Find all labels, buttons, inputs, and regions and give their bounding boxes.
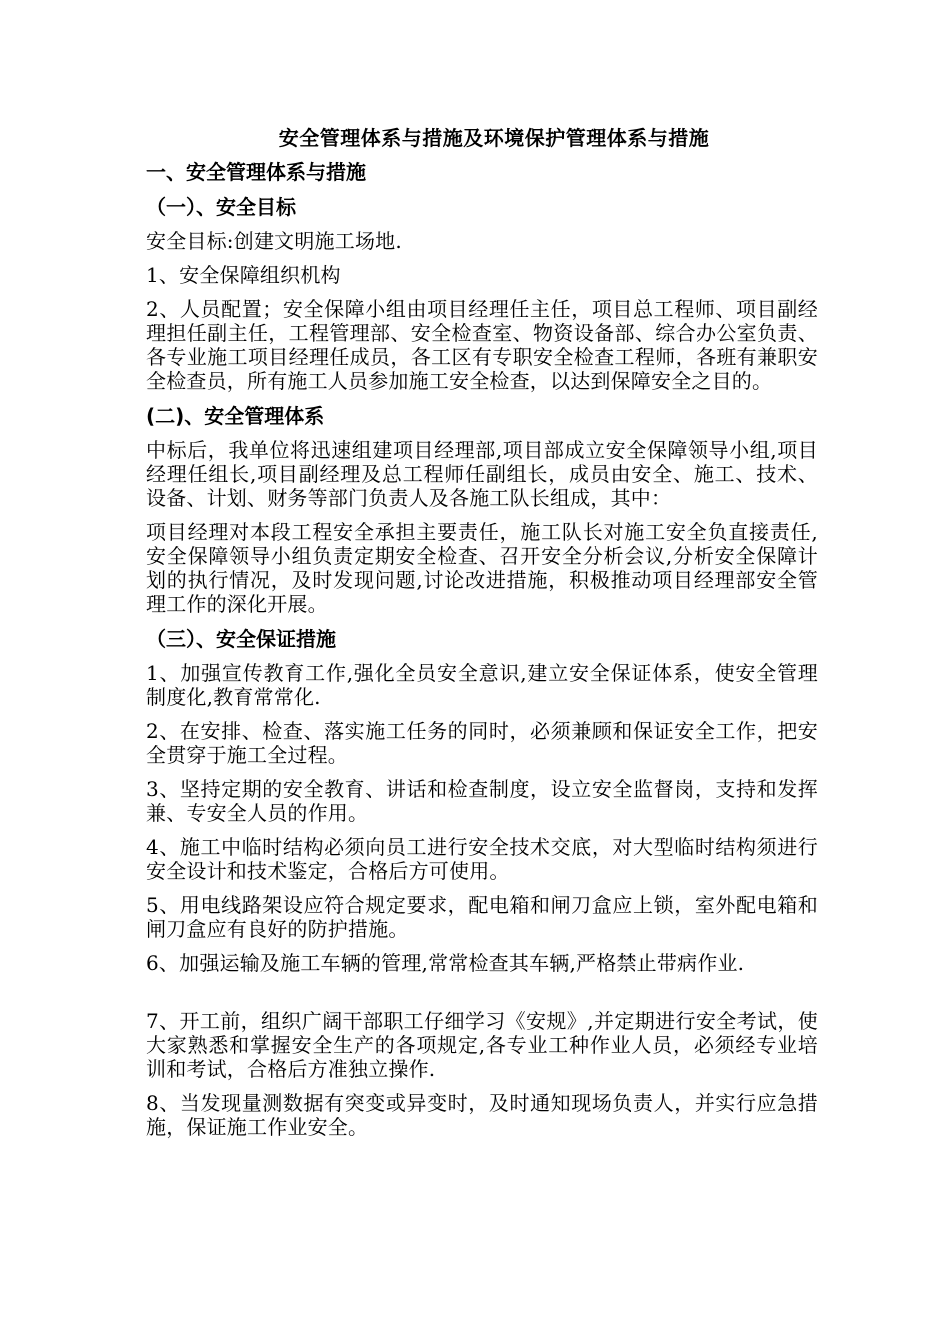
list-item-measure: 3、坚持定期的安全教育、讲话和检查制度，设立安全监督岗，支持和发挥兼、专安全人员的作用。 (146, 777, 818, 825)
subsection-heading-safety-measures: （三）、安全保证措施 (146, 627, 336, 651)
paragraph-responsibilities: 项目经理对本段工程安全承担主要责任，施工队长对施工安全负直接责任,安全保障领导小组负责定期安全检查、召开安全分析会议,分析安全保障计划的执行情况，及时发现问题,讨论改进措施，积极推动项目经理部安全管理工作的深化开展。 (146, 520, 818, 616)
paragraph-safety-goal: 安全目标:创建文明施工场地. (146, 229, 402, 253)
subsection-heading-management-system: (二)、安全管理体系 (146, 404, 325, 428)
document-title: 安全管理体系与措施及环境保护管理体系与措施 (278, 126, 710, 150)
document-page (146, 118, 818, 1149)
list-item-measure: 5、用电线路架设应符合规定要求，配电箱和闸刀盒应上锁，室外配电箱和闸刀盒应有良好的防护措施。 (146, 893, 818, 941)
section-heading-safety-system: 一、安全管理体系与措施 (146, 160, 366, 184)
subsection-heading-safety-goal: （一）、安全目标 (146, 195, 296, 219)
paragraph-gap (146, 985, 818, 1009)
list-item-measure: 4、施工中临时结构必须向员工进行安全技术交底，对大型临时结构须进行安全设计和技术鉴定，合格后方可使用。 (146, 835, 818, 883)
list-item-measure: 8、当发现量测数据有突变或异变时，及时通知现场负责人，并实行应急措施，保证施工作业安全。 (146, 1091, 818, 1139)
list-item-measure: 1、加强宣传教育工作,强化全员安全意识,建立安全保证体系，使安全管理制度化,教育常常化. (146, 661, 818, 709)
list-item-measure: 7、开工前，组织广阔干部职工仔细学习《安规》,并定期进行安全考试，使大家熟悉和掌握安全生产的各项规定,各专业工种作业人员，必须经专业培训和考试，合格后方准独立操作. (146, 1009, 818, 1081)
paragraph-organization: 1、安全保障组织机构 (146, 263, 341, 287)
list-item-measure: 6、加强运输及施工车辆的管理,常常检查其车辆,严格禁止带病作业. (146, 951, 745, 975)
paragraph-leadership-group: 中标后，我单位将迅速组建项目经理部,项目部成立安全保障领导小组,项目经理任组长,项目副经理及总工程师任副组长，成员由安全、施工、技术、设备、计划、财务等部门负责人及各施工队长组成，其中： (146, 438, 818, 510)
list-item-measure: 2、在安排、检查、落实施工任务的同时，必须兼顾和保证安全工作，把安全贯穿于施工全过程。 (146, 719, 818, 767)
paragraph-staffing: 2、人员配置；安全保障小组由项目经理任主任，项目总工程师、项目副经理担任副主任，工程管理部、安全检查室、物资设备部、综合办公室负责、各专业施工项目经理任成员，各工区有专职安全检查工程师，各班有兼职安全检查员，所有施工人员参加施工安全检查，以达到保障安全之目的。 (146, 297, 818, 393)
